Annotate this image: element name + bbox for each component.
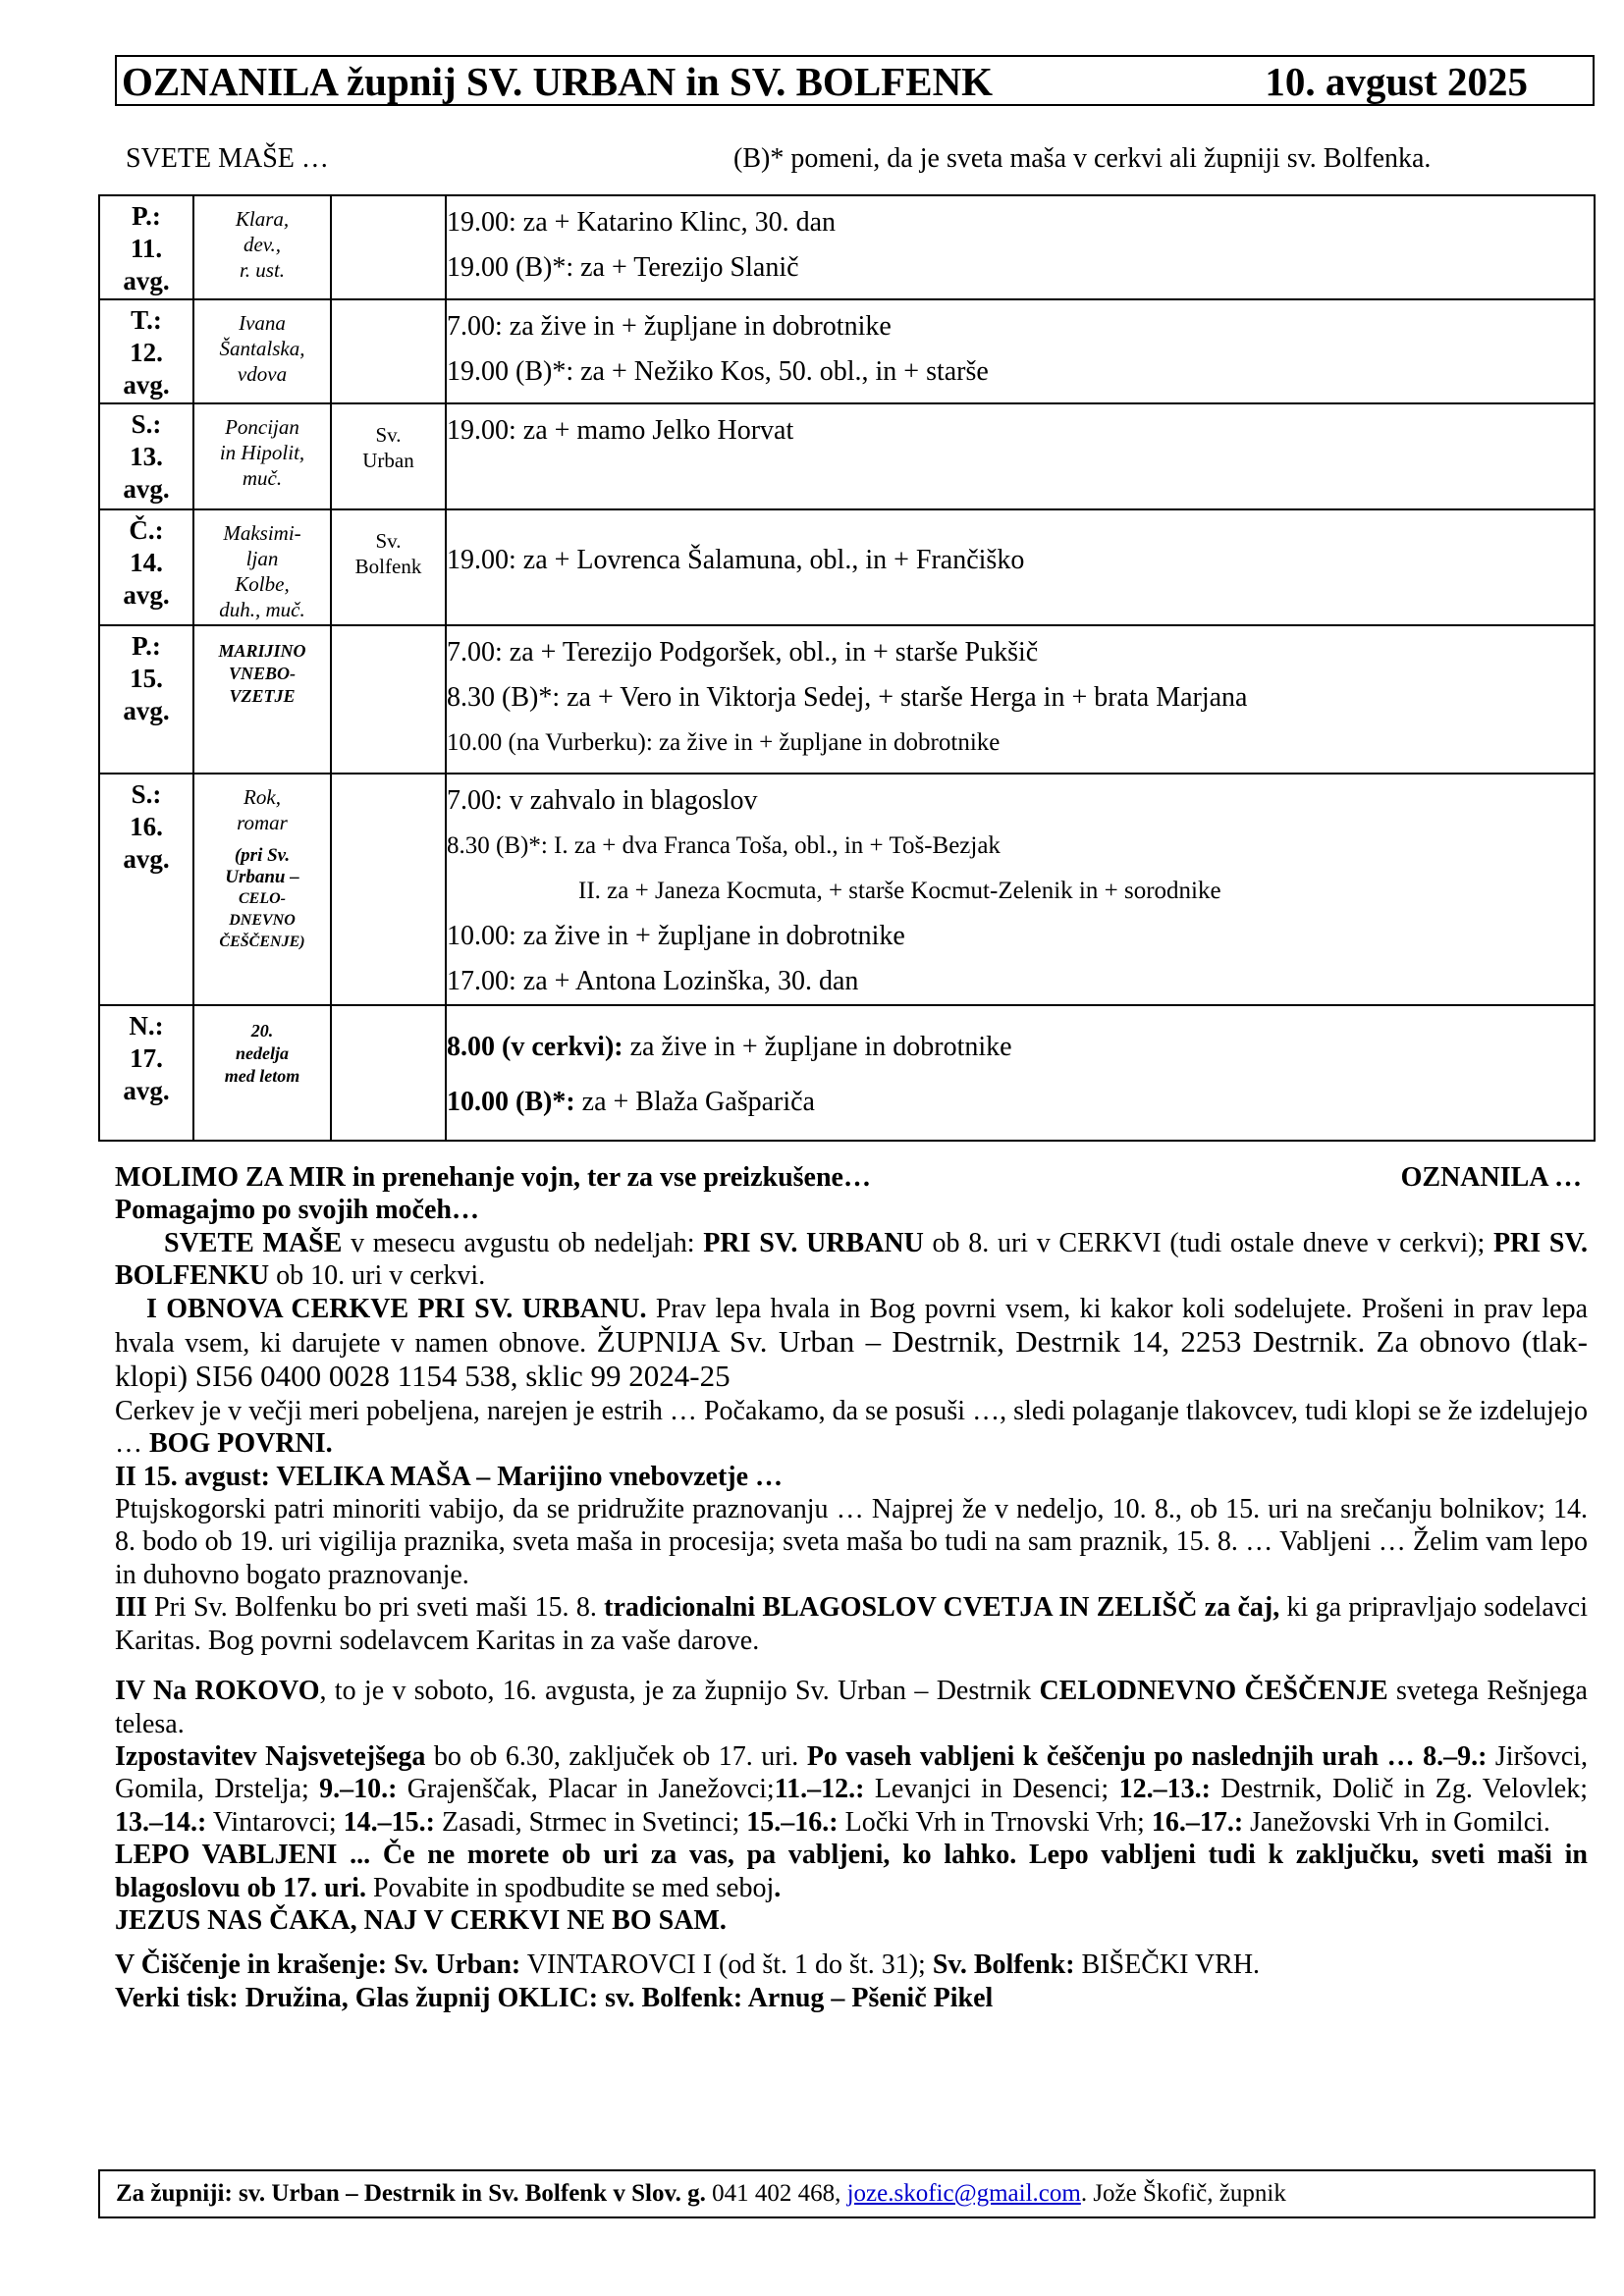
saint-cell: Poncijan in Hipolit, muč. <box>193 403 331 509</box>
masses-cell <box>446 195 1595 299</box>
mass-entry: 8.30 (B)*: za + Vero in Viktorja Sedej, + starše Herga in + brata Marjana <box>447 682 1248 713</box>
cleaning-paragraph: V Čiščenje in krašenje: Sv. Urban: VINTAROVCI I (od št. 1 do št. 31); Sv. Bolfenk: BIŠEČKI VRH. <box>115 1949 1261 1981</box>
schedule-row <box>99 774 1595 1005</box>
mass-entry: 8.00 (v cerkvi): za žive in + župljane in dobrotnike <box>447 1032 1012 1062</box>
bulletin-title: OZNANILA župnij SV. URBAN in SV. BOLFENK <box>122 59 994 104</box>
masses-heading: SVETE MAŠE … <box>126 143 329 174</box>
masses-cell <box>446 299 1595 403</box>
bulletin-header <box>115 55 1595 106</box>
mass-entry: 19.00: za + Katarino Klinc, 30. dan <box>447 207 837 238</box>
saint-cell: MARIJINO VNEBO- VZETJE <box>193 625 331 774</box>
church-cell: Sv. Bolfenk <box>331 509 446 625</box>
footer-contact <box>98 2169 1596 2218</box>
rokovo-paragraph: IV Na ROKOVO, to je v soboto, 16. avgusta, je za župnijo Sv. Urban – Destrnik CELODNEVNO ČEŠČENJE svetega Rešnjega telesa. <box>115 1676 1588 1739</box>
day-cell: S.: 16. avg. <box>99 774 193 1005</box>
bulletin-date: 10. avgust 2025 <box>1265 59 1528 104</box>
masses-paragraph: SVETE MAŠE v mesecu avgustu ob nedeljah: PRI SV. URBANU ob 8. uri v CERKVI (tudi ostale dneve v cerkvi); PRI SV. BOLFENKU ob 10. uri v cerkvi. <box>115 1227 1589 1292</box>
jesus-waits: JEZUS NAS ČAKA, NAJ V CERKVI NE BO SAM. <box>115 1904 727 1936</box>
b-legend: (B)* pomeni, da je sveta maša v cerkvi ali župniji sv. Bolfenka. <box>733 143 1432 174</box>
mass-entry: 10.00 (B)*: za + Blaža Gašpariča <box>447 1087 815 1117</box>
email-link[interactable]: joze.skofic@gmail.com <box>846 2180 1081 2207</box>
mass-schedule-table <box>98 194 1596 1142</box>
mass-entry: 7.00: v zahvalo in blagoslov <box>447 785 758 816</box>
masses-cell <box>446 625 1595 774</box>
press-and-banns: Verki tisk: Družina, Glas župnij OKLIC: sv. Bolfenk: Arnug – Pšenič Pikel <box>115 1982 994 2013</box>
mass-entry: 19.00 (B)*: za + Nežiko Kos, 50. obl., in + starše <box>447 356 989 387</box>
day-cell: T.: 12. avg. <box>99 299 193 403</box>
oznanila-right: OZNANILA … <box>1400 1162 1582 1193</box>
schedule-row <box>99 509 1595 625</box>
schedule-row <box>99 403 1595 509</box>
schedule-row <box>99 299 1595 403</box>
mass-entry: 8.30 (B)*: I. za + dva Franca Toša, obl., in + Toš-Bezjak <box>447 832 1001 859</box>
renovation-paragraph: I OBNOVA CERKVE PRI SV. URBANU. Prav lepa hvala in Bog povrni vsem, ki kakor koli sodelujete. Prošeni in prav lepa hvala vsem, ki darujete v namen obnove. ŽUPNIJA Sv. Urban – Destrnik, Destrnik 14, 2253 Destrnik. Za obnovo (tlak-klopi) SI56 0400 0028 1154 538, sklic 99 2024-25 <box>115 1293 1588 1394</box>
church-cell <box>331 625 446 774</box>
masses-cell <box>446 403 1595 509</box>
church-cell <box>331 299 446 403</box>
mass-entry: 10.00 (na Vurberku): za žive in + župljane in dobrotnike <box>447 729 1001 756</box>
mass-entry: 10.00: za žive in + župljane in dobrotnike <box>447 921 905 951</box>
parishes-label: Za župniji: sv. Urban – Destrnik in Sv. Bolfenk v Slov. g. <box>116 2180 706 2207</box>
saint-cell: Maksimi- ljan Kolbe, duh., muč. <box>193 509 331 625</box>
day-cell: S.: 13. avg. <box>99 403 193 509</box>
church-cell <box>331 1005 446 1141</box>
saint-cell: 20. nedelja med letom <box>193 1005 331 1141</box>
invitation-paragraph: LEPO VABLJENI ... Če ne morete ob uri za vas, pa vabljeni, ko lahko. Lepo vabljeni tudi k zaključku, sveti maši in blagoslovu ob 17. uri. Povabite in spodbudite se med seboj. <box>115 1840 1588 1903</box>
assumption-heading: II 15. avgust: VELIKA MAŠA – Marijino vnebovzetje … <box>115 1461 784 1492</box>
church-progress: Cerkev je v večji meri pobeljena, narejen je estrih … Počakamo, da se posuši …, sledi polaganje tlakovcev, tudi klopi se že izdelujejo … BOG POVRNI. <box>115 1395 1588 1460</box>
schedule-row <box>99 195 1595 299</box>
priest-name: . Jože Škofič, župnik <box>1080 2180 1286 2207</box>
saint-cell: Rok, romar (pri Sv. Urbanu – CELO- DNEVNO ČEŠČENJE) <box>193 774 331 1005</box>
schedule-row <box>99 1005 1595 1141</box>
day-cell: P.: 15. avg. <box>99 625 193 774</box>
saint-cell: Klara, dev., r. ust. <box>193 195 331 299</box>
schedule-row <box>99 625 1595 774</box>
mass-entry: 19.00: za + Lovrenca Šalamuna, obl., in + Frančiško <box>447 545 1025 575</box>
day-cell: Č.: 14. avg. <box>99 509 193 625</box>
pomagajmo: Pomagajmo po svojih močeh… <box>115 1195 479 1226</box>
mass-entry: 7.00: za žive in + župljane in dobrotnike <box>447 311 892 342</box>
masses-cell <box>446 1005 1595 1141</box>
assumption-text: Ptujskogorski patri minoriti vabijo, da se pridružite praznovanju … Najprej že v nedeljo, 10. 8., ob 15. uri na srečanju bolnikov; 14. 8. bodo ob 19. uri vigilija praznika, sveta maša in procesija; sveta maša bo tudi na sam praznik, 15. 8. … Vabljeni … Želim vam lepo in duhovno bogato praznovanje. <box>115 1494 1588 1590</box>
church-cell <box>331 774 446 1005</box>
mass-entry: II. za + Janeza Kocmuta, + starše Kocmut-Zelenik in + sorodnike <box>578 878 1221 904</box>
peace-prayer: MOLIMO ZA MIR in prenehanje vojn, ter za vse preizkušene… <box>115 1162 871 1193</box>
day-cell: N.: 17. avg. <box>99 1005 193 1141</box>
church-cell: Sv. Urban <box>331 403 446 509</box>
announcements <box>115 1161 1588 2014</box>
church-cell <box>331 195 446 299</box>
blessing-paragraph: III Pri Sv. Bolfenku bo pri sveti maši 15. 8. tradicionalni BLAGOSLOV CVETJA IN ZELIŠČ za čaj, ki ga pripravljajo sodelavci Karitas. Bog povrni sodelavcem Karitas in za vaše darove. <box>115 1592 1588 1656</box>
mass-entry: 19.00 (B)*: za + Terezijo Slanič <box>447 252 799 283</box>
mass-entry: 7.00: za + Terezijo Podgoršek, obl., in + starše Pukšič <box>447 637 1039 667</box>
masses-cell <box>446 509 1595 625</box>
day-cell: P.: 11. avg. <box>99 195 193 299</box>
mass-entry: 17.00: za + Antona Lozinška, 30. dan <box>447 966 859 996</box>
masses-cell <box>446 774 1595 1005</box>
phone: 041 402 468, <box>705 2180 847 2207</box>
saint-cell: Ivana Šantalska, vdova <box>193 299 331 403</box>
adoration-schedule: Izpostavitev Najsvetejšega bo ob 6.30, zaključek ob 17. uri. Po vaseh vabljeni k češčenju po naslednjih urah … 8.–9.: Jiršovci, Gomila, Drstelja; 9.–10.: Grajenščak, Placar in Janežovci;11.–12.: Levanjci in Desenci; 12.–13.: Destrnik, Dolič in Zg. Velovlek; 13.–14.: Vintarovci; 14.–15.: Zasadi, Strmec in Svetinci; 15.–16.: Ločki Vrh in Trnovski Vrh; 16.–17.: Janežovski Vrh in Gomilci. <box>115 1740 1588 1838</box>
mass-entry: 19.00: za + mamo Jelko Horvat <box>447 415 794 446</box>
